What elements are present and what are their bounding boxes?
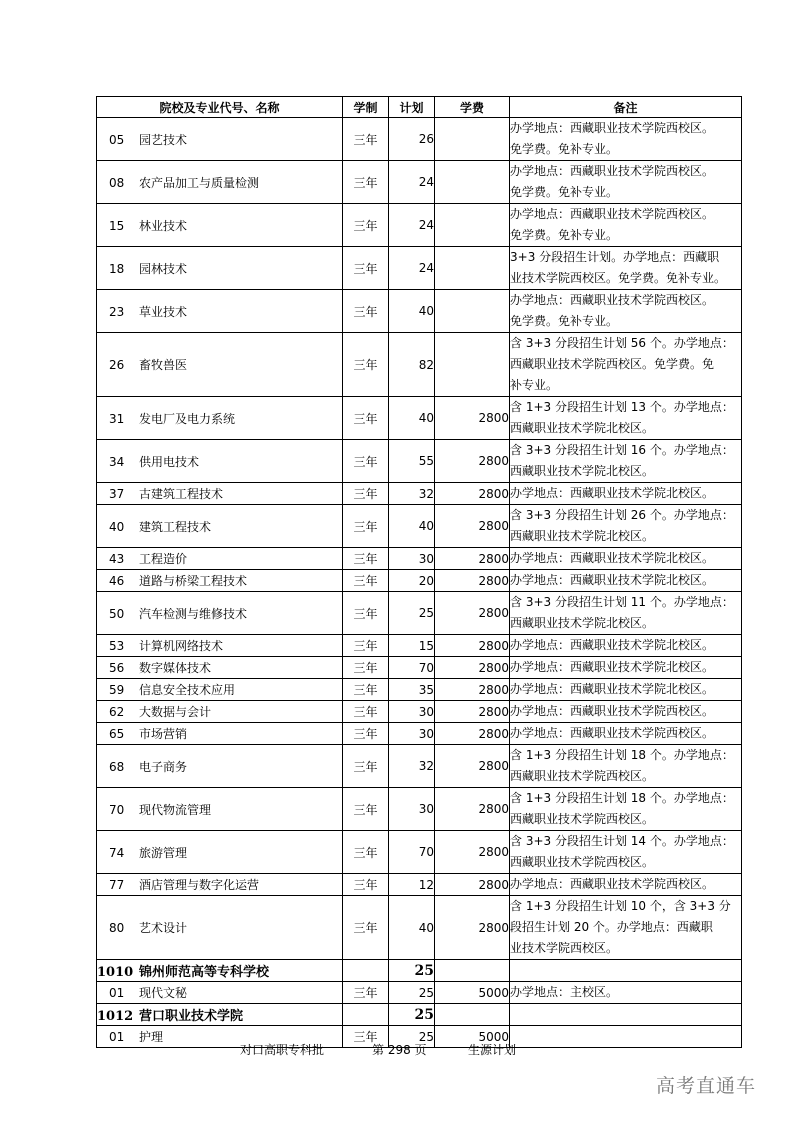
cell-note: 3+3 分段招生计划。办学地点：西藏职 业技术学院西校区。免学费。免补专业。: [510, 247, 742, 290]
cell-plan: 24: [389, 247, 435, 290]
cell-note: 办学地点：西藏职业技术学院北校区。: [510, 679, 742, 701]
major-code: 62: [109, 705, 125, 719]
table-row: [97, 505, 742, 548]
table-row: [97, 247, 742, 290]
cell-fee: 2800: [435, 440, 510, 483]
cell-years: 三年: [343, 548, 389, 570]
cell-name: [97, 204, 343, 247]
cell-note: 办学地点：西藏职业技术学院西校区。: [510, 874, 742, 896]
cell-note: 含 3+3 分段招生计划 26 个。办学地点： 西藏职业技术学院北校区。: [510, 505, 742, 548]
cell-fee: [435, 204, 510, 247]
cell-fee: 2800: [435, 548, 510, 570]
cell-name: [97, 635, 343, 657]
cell-fee: [435, 333, 510, 397]
cell-name: [97, 290, 343, 333]
table-row: [97, 440, 742, 483]
major-code: 18: [109, 261, 125, 276]
table-row: [97, 204, 742, 247]
major-name: 数字媒体技术: [139, 661, 212, 675]
cell-plan: 40: [389, 397, 435, 440]
table-row: [97, 161, 742, 204]
major-code: 77: [109, 878, 125, 892]
cell-fee: 2800: [435, 679, 510, 701]
cell-years: [343, 1004, 389, 1026]
table-row: [97, 118, 742, 161]
cell-name: [97, 483, 343, 505]
cell-plan: 40: [389, 505, 435, 548]
school-row: [97, 1004, 742, 1026]
cell-plan: 12: [389, 874, 435, 896]
major-name: 信息安全技术应用: [139, 683, 236, 697]
cell-years: 三年: [343, 118, 389, 161]
cell-fee: 2800: [435, 745, 510, 788]
major-code: 70: [109, 802, 125, 817]
cell-years: 三年: [343, 483, 389, 505]
cell-years: 三年: [343, 679, 389, 701]
cell-fee: [435, 960, 510, 982]
cell-note: 含 1+3 分段招生计划 18 个。办学地点： 西藏职业技术学院西校区。: [510, 788, 742, 831]
cell-note: 办学地点：西藏职业技术学院西校区。 免学费。免补专业。: [510, 118, 742, 161]
major-name: 农产品加工与质量检测: [139, 175, 260, 190]
cell-years: 三年: [343, 788, 389, 831]
major-code: 80: [109, 921, 125, 935]
cell-name: [97, 570, 343, 592]
cell-note: 办学地点：主校区。: [510, 982, 742, 1004]
major-name: 建筑工程技术: [139, 519, 212, 534]
cell-note: 办学地点：西藏职业技术学院北校区。: [510, 657, 742, 679]
cell-name: [97, 831, 343, 874]
cell-fee: [435, 290, 510, 333]
major-code: 15: [109, 218, 125, 233]
major-name: 工程造价: [139, 552, 188, 566]
major-code: 68: [109, 759, 125, 774]
major-name: 护理: [139, 1030, 164, 1044]
cell-note: [510, 1004, 742, 1026]
cell-fee: 5000: [435, 982, 510, 1004]
major-name: 林业技术: [139, 218, 188, 233]
cell-note: 办学地点：西藏职业技术学院西校区。: [510, 701, 742, 723]
header-fee: 学费: [435, 97, 510, 118]
cell-fee: 2800: [435, 397, 510, 440]
cell-note: 办学地点：西藏职业技术学院北校区。: [510, 548, 742, 570]
major-code: 01: [109, 1030, 125, 1044]
table-row: [97, 548, 742, 570]
header-years: 学制: [343, 97, 389, 118]
cell-years: 三年: [343, 570, 389, 592]
cell-plan: 25: [389, 982, 435, 1004]
major-code: 26: [109, 358, 125, 372]
cell-name: [97, 247, 343, 290]
cell-note: 办学地点：西藏职业技术学院北校区。: [510, 635, 742, 657]
cell-note: 办学地点：西藏职业技术学院西校区。 免学费。免补专业。: [510, 290, 742, 333]
cell-years: 三年: [343, 982, 389, 1004]
cell-fee: 2800: [435, 723, 510, 745]
cell-years: 三年: [343, 592, 389, 635]
cell-note: [510, 1026, 742, 1048]
school-name: 营口职业技术学院: [139, 1009, 244, 1024]
cell-name: [97, 723, 343, 745]
cell-fee: 2800: [435, 483, 510, 505]
major-code: 23: [109, 304, 125, 319]
cell-fee: 5000: [435, 1026, 510, 1048]
cell-name: [97, 745, 343, 788]
cell-years: 三年: [343, 723, 389, 745]
cell-fee: 2800: [435, 788, 510, 831]
cell-plan: 30: [389, 723, 435, 745]
cell-name: [97, 548, 343, 570]
cell-years: 三年: [343, 440, 389, 483]
major-code: 65: [109, 727, 125, 741]
cell-note: 办学地点：西藏职业技术学院北校区。: [510, 570, 742, 592]
cell-years: 三年: [343, 896, 389, 960]
table-body: [97, 118, 742, 1048]
cell-name: [97, 679, 343, 701]
school-row: [97, 960, 742, 982]
cell-plan: 32: [389, 745, 435, 788]
cell-fee: 2800: [435, 701, 510, 723]
table-row: [97, 570, 742, 592]
table-row: [97, 701, 742, 723]
cell-years: [343, 960, 389, 982]
cell-name: [97, 896, 343, 960]
cell-name: [97, 874, 343, 896]
cell-plan: 25: [389, 1026, 435, 1048]
school-code: 1010: [97, 965, 134, 980]
cell-plan: 40: [389, 290, 435, 333]
major-name: 发电厂及电力系统: [139, 411, 236, 426]
major-code: 40: [109, 519, 125, 534]
major-code: 46: [109, 574, 125, 588]
major-code: 05: [109, 132, 125, 147]
table-row: [97, 745, 742, 788]
major-name: 旅游管理: [139, 845, 188, 860]
cell-plan: 24: [389, 161, 435, 204]
major-code: 56: [109, 661, 125, 675]
cell-years: 三年: [343, 397, 389, 440]
cell-plan: 20: [389, 570, 435, 592]
school-code: 1012: [97, 1009, 134, 1024]
major-name: 汽车检测与维修技术: [139, 606, 248, 621]
major-code: 43: [109, 552, 125, 566]
cell-note: 办学地点：西藏职业技术学院北校区。: [510, 483, 742, 505]
cell-plan: 26: [389, 118, 435, 161]
major-name: 道路与桥梁工程技术: [139, 574, 248, 588]
cell-years: 三年: [343, 745, 389, 788]
cell-plan: 30: [389, 548, 435, 570]
major-code: 74: [109, 845, 125, 860]
table-row: [97, 679, 742, 701]
major-name: 酒店管理与数字化运营: [139, 878, 260, 892]
cell-plan: 25: [389, 1004, 435, 1026]
cell-plan: 55: [389, 440, 435, 483]
table-row: [97, 333, 742, 397]
table-row: [97, 397, 742, 440]
major-code: 34: [109, 454, 125, 469]
cell-note: 办学地点：西藏职业技术学院西校区。 免学费。免补专业。: [510, 204, 742, 247]
cell-name: [97, 505, 343, 548]
cell-years: 三年: [343, 831, 389, 874]
cell-years: 三年: [343, 657, 389, 679]
table-row: [97, 592, 742, 635]
cell-years: 三年: [343, 701, 389, 723]
cell-name: [97, 440, 343, 483]
footer-page-number: 第 298 页: [372, 1043, 427, 1057]
enrollment-plan-table: [96, 96, 742, 1048]
table-header-row: [97, 97, 742, 118]
cell-plan: 30: [389, 701, 435, 723]
major-name: 现代物流管理: [139, 802, 212, 817]
cell-years: 三年: [343, 204, 389, 247]
header-note: 备注: [510, 97, 742, 118]
cell-fee: [435, 161, 510, 204]
cell-note: 含 1+3 分段招生计划 18 个。办学地点： 西藏职业技术学院西校区。: [510, 745, 742, 788]
major-name: 电子商务: [139, 759, 188, 774]
major-code: 53: [109, 639, 125, 653]
table-row: [97, 483, 742, 505]
cell-fee: [435, 1004, 510, 1026]
cell-name: [97, 118, 343, 161]
table-row: [97, 874, 742, 896]
major-name: 大数据与会计: [139, 705, 212, 719]
cell-note: 含 1+3 分段招生计划 10 个，含 3+3 分 段招生计划 20 个。办学地点：西藏职 业技术学院西校区。: [510, 896, 742, 960]
cell-name: [97, 161, 343, 204]
cell-plan: 30: [389, 788, 435, 831]
cell-plan: 25: [389, 592, 435, 635]
table-row: [97, 723, 742, 745]
cell-years: 三年: [343, 247, 389, 290]
cell-plan: 35: [389, 679, 435, 701]
cell-fee: [435, 247, 510, 290]
footer-batch: 对口高职专科批: [240, 1043, 325, 1057]
cell-name: [97, 397, 343, 440]
major-code: 01: [109, 986, 125, 1000]
cell-plan: 24: [389, 204, 435, 247]
cell-years: 三年: [343, 290, 389, 333]
cell-fee: 2800: [435, 570, 510, 592]
major-code: 59: [109, 683, 125, 697]
cell-years: 三年: [343, 333, 389, 397]
cell-note: [510, 960, 742, 982]
cell-fee: 2800: [435, 874, 510, 896]
cell-plan: 70: [389, 831, 435, 874]
cell-name: [97, 960, 343, 982]
table-row: [97, 290, 742, 333]
major-code: 37: [109, 487, 125, 501]
cell-plan: 15: [389, 635, 435, 657]
cell-name: [97, 701, 343, 723]
cell-name: [97, 333, 343, 397]
major-name: 现代文秘: [139, 986, 188, 1000]
cell-name: [97, 788, 343, 831]
major-name: 艺术设计: [139, 921, 188, 935]
major-name: 古建筑工程技术: [139, 487, 224, 501]
cell-plan: 40: [389, 896, 435, 960]
major-name: 计算机网络技术: [139, 639, 224, 653]
table-row: [97, 657, 742, 679]
cell-name: [97, 982, 343, 1004]
footer-section: 生源计划: [468, 1043, 517, 1057]
cell-fee: 2800: [435, 831, 510, 874]
cell-note: 含 3+3 分段招生计划 14 个。办学地点： 西藏职业技术学院西校区。: [510, 831, 742, 874]
major-name: 畜牧兽医: [139, 358, 188, 372]
major-name: 供用电技术: [139, 454, 200, 469]
cell-fee: 2800: [435, 896, 510, 960]
cell-name: [97, 1004, 343, 1026]
cell-years: 三年: [343, 874, 389, 896]
watermark: 高考直通车: [656, 1075, 757, 1097]
major-code: 31: [109, 411, 125, 426]
cell-note: 含 3+3 分段招生计划 16 个。办学地点： 西藏职业技术学院北校区。: [510, 440, 742, 483]
cell-fee: [435, 118, 510, 161]
major-name: 园林技术: [139, 261, 188, 276]
cell-plan: 70: [389, 657, 435, 679]
cell-fee: 2800: [435, 505, 510, 548]
cell-name: [97, 592, 343, 635]
cell-years: 三年: [343, 635, 389, 657]
table-row: [97, 982, 742, 1004]
table-row: [97, 788, 742, 831]
major-code: 08: [109, 175, 125, 190]
cell-fee: 2800: [435, 635, 510, 657]
cell-years: 三年: [343, 161, 389, 204]
cell-name: [97, 657, 343, 679]
cell-plan: 82: [389, 333, 435, 397]
major-name: 草业技术: [139, 304, 188, 319]
major-code: 50: [109, 606, 125, 621]
cell-note: 含 3+3 分段招生计划 11 个。办学地点： 西藏职业技术学院北校区。: [510, 592, 742, 635]
cell-fee: 2800: [435, 592, 510, 635]
table-row: [97, 635, 742, 657]
table-row: [97, 831, 742, 874]
school-name: 锦州师范高等专科学校: [139, 965, 270, 980]
cell-years: 三年: [343, 1026, 389, 1048]
cell-note: 办学地点：西藏职业技术学院西校区。: [510, 723, 742, 745]
major-name: 园艺技术: [139, 132, 188, 147]
cell-note: 含 3+3 分段招生计划 56 个。办学地点： 西藏职业技术学院西校区。免学费。免 补专业。: [510, 333, 742, 397]
major-name: 市场营销: [139, 727, 188, 741]
cell-note: 含 1+3 分段招生计划 13 个。办学地点： 西藏职业技术学院北校区。: [510, 397, 742, 440]
header-plan: 计划: [389, 97, 435, 118]
cell-fee: 2800: [435, 657, 510, 679]
cell-years: 三年: [343, 505, 389, 548]
cell-plan: 25: [389, 960, 435, 982]
table-row: [97, 896, 742, 960]
header-name: 院校及专业代号、名称: [97, 97, 343, 118]
cell-note: 办学地点：西藏职业技术学院西校区。 免学费。免补专业。: [510, 161, 742, 204]
cell-plan: 32: [389, 483, 435, 505]
